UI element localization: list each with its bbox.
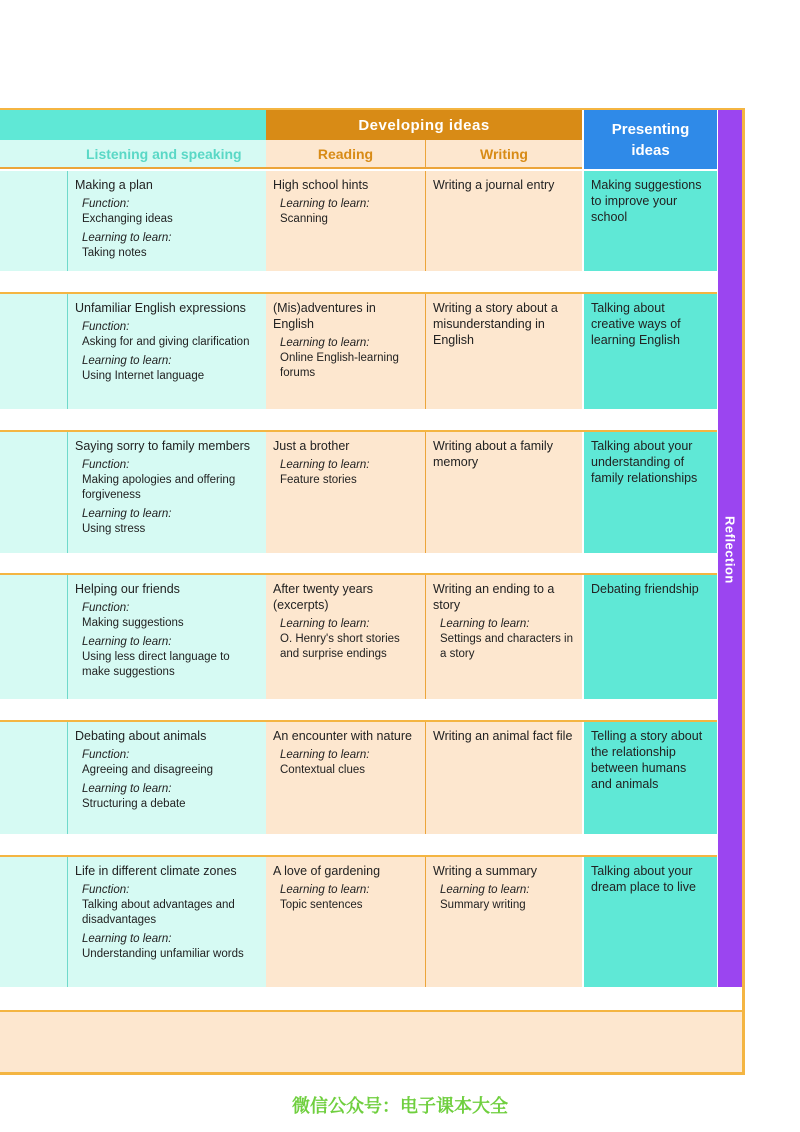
reading-ltl-label: Learning to learn: — [280, 749, 370, 761]
reading-ltl: Online English-learning forums — [280, 352, 399, 379]
presenting-text: Telling a story about the relationship between humans and animals — [591, 729, 703, 791]
writing-ltl-label: Learning to learn: — [440, 618, 530, 630]
reading-cell — [266, 722, 425, 834]
ls-function: Exchanging ideas — [82, 213, 173, 225]
reading-title: After twenty years (excerpts) — [273, 582, 374, 612]
ls-function-label: Function: — [82, 749, 130, 761]
row-gap — [0, 271, 742, 292]
reading-cell — [266, 857, 425, 987]
presenting-cell — [584, 432, 717, 553]
ls-ltl: Structuring a debate — [82, 798, 186, 810]
reading-title: (Mis)adventures in English — [273, 301, 376, 331]
listening-speaking-cell — [67, 857, 266, 987]
presenting-text: Talking about your dream place to live — [591, 864, 696, 894]
header-listening-speaking-label: Listening and speaking — [86, 146, 242, 162]
listening-speaking-cell — [67, 575, 266, 699]
ls-function-label: Function: — [82, 459, 130, 471]
ls-title: Debating about animals — [75, 729, 207, 743]
presenting-cell — [584, 171, 717, 271]
presenting-cell — [584, 857, 717, 987]
ls-title: Making a plan — [75, 178, 153, 192]
writing-cell — [425, 294, 582, 409]
ls-title: Life in different climate zones — [75, 864, 237, 878]
reading-ltl-label: Learning to learn: — [280, 618, 370, 630]
header-reading: Reading — [266, 140, 425, 169]
reading-title: High school hints — [273, 178, 369, 192]
listening-speaking-cell — [67, 171, 266, 271]
ls-function-label: Function: — [82, 884, 130, 896]
row-stub — [0, 722, 67, 834]
row-stub — [0, 575, 67, 699]
header-presenting-ideas: Presenting ideas — [584, 110, 717, 169]
watermark-text: 微信公众号：电子课本大全 — [292, 1096, 508, 1117]
writing-cell — [425, 722, 582, 834]
writing-title: Writing an animal fact file — [433, 729, 573, 743]
reading-title: Just a brother — [273, 439, 350, 453]
presenting-cell — [584, 294, 717, 409]
reading-title: An encounter with nature — [273, 729, 412, 743]
writing-title: Writing a summary — [433, 864, 537, 878]
reading-ltl: O. Henry's short stories and surprise endings — [280, 633, 400, 660]
writing-cell — [425, 171, 582, 271]
ls-ltl: Using less direct language to make suggestions — [82, 651, 230, 678]
reading-cell — [266, 294, 425, 409]
writing-ltl: Summary writing — [440, 899, 526, 911]
ls-ltl-label: Learning to learn: — [82, 636, 172, 648]
ls-title: Unfamiliar English expressions — [75, 301, 246, 315]
presenting-text: Talking about your understanding of family relationships — [591, 439, 698, 485]
ls-function-label: Function: — [82, 198, 130, 210]
writing-title: Writing about a family memory — [433, 439, 553, 469]
row-stub — [0, 857, 67, 987]
ls-ltl-label: Learning to learn: — [82, 232, 172, 244]
writing-cell — [425, 857, 582, 987]
presenting-cell — [584, 575, 717, 699]
ls-title: Helping our friends — [75, 582, 180, 596]
table-footer-band — [0, 1010, 745, 1075]
ls-function-label: Function: — [82, 321, 130, 333]
reading-ltl-label: Learning to learn: — [280, 198, 370, 210]
ls-function: Talking about advantages and disadvantages — [82, 899, 235, 926]
listening-speaking-cell — [67, 432, 266, 553]
ls-ltl-label: Learning to learn: — [82, 508, 172, 520]
listening-speaking-cell — [67, 294, 266, 409]
header-developing-ideas: Developing ideas — [266, 110, 582, 140]
ls-title: Saying sorry to family members — [75, 439, 251, 453]
row-stub — [0, 432, 67, 553]
ls-ltl-label: Learning to learn: — [82, 783, 172, 795]
reflection-label: Reflection — [722, 516, 738, 584]
ls-function: Making apologies and offering forgiveness — [82, 474, 236, 501]
ls-ltl: Using Internet language — [82, 370, 205, 382]
reading-ltl: Feature stories — [280, 474, 357, 486]
writing-title: Writing a story about a misunderstanding in English — [433, 301, 558, 347]
row-stub — [0, 294, 67, 409]
presenting-text: Making suggestions to improve your school — [591, 178, 702, 224]
reading-ltl-label: Learning to learn: — [280, 459, 370, 471]
ls-ltl: Taking notes — [82, 247, 147, 259]
ls-ltl-label: Learning to learn: — [82, 355, 172, 367]
ls-function-label: Function: — [82, 602, 130, 614]
table-right-border — [742, 108, 745, 1075]
presenting-text: Debating friendship — [591, 582, 699, 596]
presenting-text: Talking about creative ways of learning English — [591, 301, 681, 347]
header-writing: Writing — [425, 140, 582, 169]
writing-ltl-label: Learning to learn: — [440, 884, 530, 896]
reading-cell — [266, 575, 425, 699]
row-gap — [0, 553, 742, 573]
reading-title: A love of gardening — [273, 864, 381, 878]
ls-ltl: Using stress — [82, 523, 146, 535]
ls-ltl: Understanding unfamiliar words — [82, 948, 244, 960]
writing-title: Writing a journal entry — [433, 178, 555, 192]
reading-ltl-label: Learning to learn: — [280, 337, 370, 349]
listening-speaking-cell — [67, 722, 266, 834]
row-stub — [0, 171, 67, 271]
reading-ltl-label: Learning to learn: — [280, 884, 370, 896]
reading-ltl: Contextual clues — [280, 764, 366, 776]
reading-cell — [266, 432, 425, 553]
header-understanding-ideas-band — [0, 110, 266, 140]
reading-cell — [266, 171, 425, 271]
writing-cell — [425, 575, 582, 699]
header-listening-speaking — [0, 140, 266, 169]
reading-ltl: Scanning — [280, 213, 328, 225]
ls-function: Asking for and giving clarification — [82, 336, 250, 348]
row-gap — [0, 699, 742, 720]
row-gap — [0, 409, 742, 430]
ls-function: Agreeing and disagreeing — [82, 764, 214, 776]
ls-function: Making suggestions — [82, 617, 184, 629]
writing-ltl: Settings and characters in a story — [440, 633, 573, 660]
reading-ltl: Topic sentences — [280, 899, 363, 911]
row-gap — [0, 834, 742, 855]
writing-title: Writing an ending to a story — [433, 582, 555, 612]
writing-cell — [425, 432, 582, 553]
ls-ltl-label: Learning to learn: — [82, 933, 172, 945]
presenting-cell — [584, 722, 717, 834]
